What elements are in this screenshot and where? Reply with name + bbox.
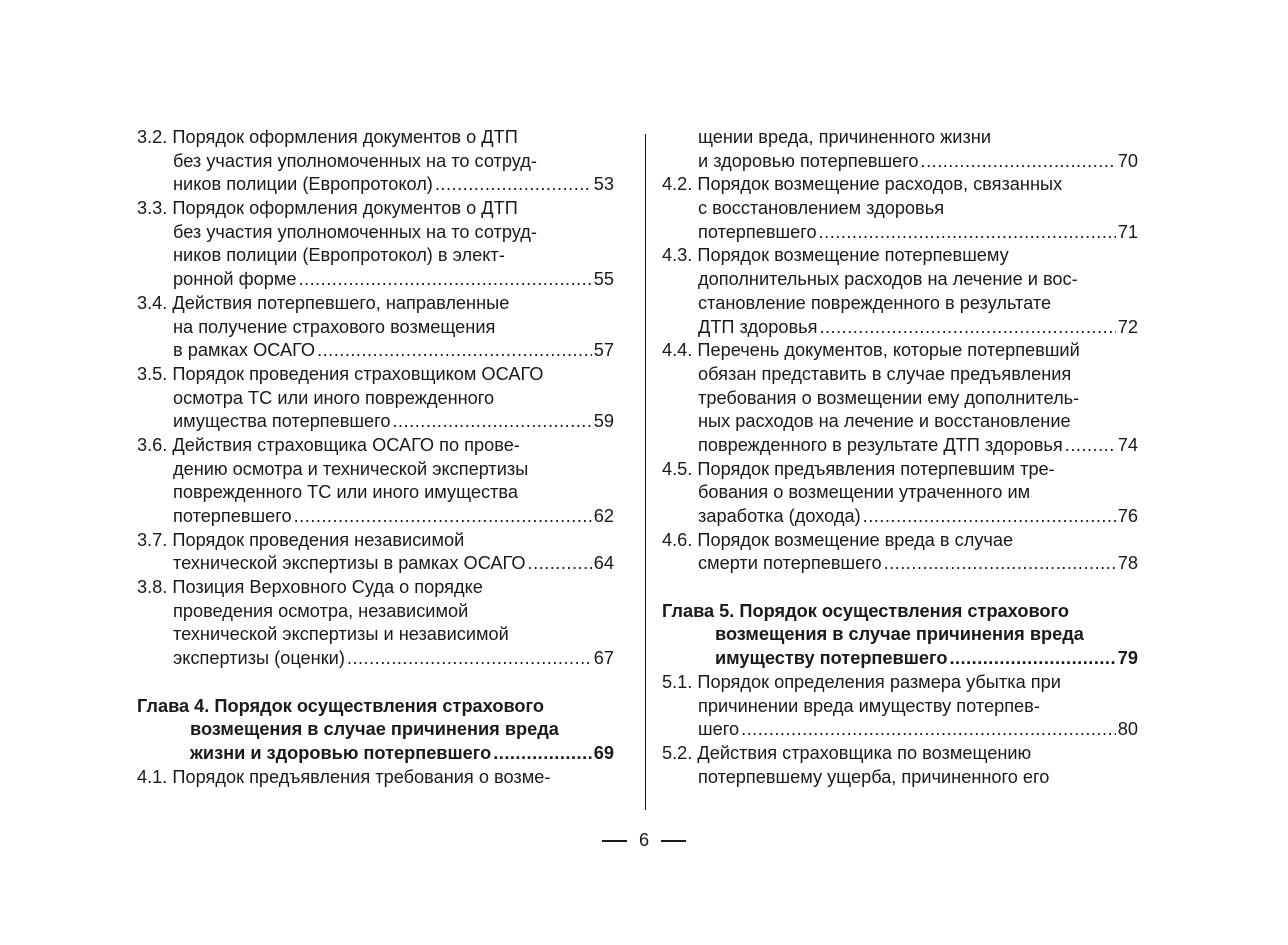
toc-entry-title: 3.6. Действия страховщика ОСАГО по прове- [137,434,520,455]
toc-chapter-line [137,718,614,742]
toc-entry-line [662,339,1138,363]
toc-dot-leader [863,505,1116,529]
page-footer [0,828,1288,852]
toc-entry-title: потерпевшему ущерба, причиненного его [698,766,1050,787]
toc-entry-title: ников полиции (Европротокол) [173,174,433,195]
toc-page-number: 74 [1117,434,1138,455]
toc-entry-line [137,197,614,221]
toc-entry-title: технической экспертизы и независимой [173,624,509,645]
toc-page-number: 79 [1117,648,1138,669]
toc-page-number: 59 [593,411,614,432]
toc-entry-title: проведения осмотра, независимой [173,600,469,621]
toc-entry-title: Глава 5. Порядок осуществления страхового [662,600,1069,621]
toc-entry-title: дению осмотра и технической экспертизы [173,458,529,479]
toc-chapter-line [137,695,614,719]
toc-entry-title: ронной форме [173,269,297,290]
toc-entry-line [662,126,1138,150]
toc-entry-line [662,552,1138,576]
toc-entry-title: 4.3. Порядок возмещение потерпевшему [662,245,1009,266]
toc-entry-line [662,505,1138,529]
footer-dash-left [602,840,627,842]
toc-entry-line [137,150,614,174]
toc-entry-title: смерти потерпевшего [698,553,882,574]
toc-page-number: 57 [593,340,614,361]
toc-entry-title: 4.6. Порядок возмещение вреда в случае [662,529,1014,550]
footer-dash-right [661,840,686,842]
toc-dot-leader [393,410,592,434]
toc-entry-line [137,292,614,316]
toc-entry-line [662,197,1138,221]
toc-dot-leader [298,268,591,292]
toc-entry-line [662,268,1138,292]
toc-entry-title: возмещения в случае причинения вреда [715,624,1084,645]
toc-entry-line [137,623,614,647]
toc-right-column [662,126,1138,789]
column-divider [645,134,646,810]
toc-entry-line [137,434,614,458]
toc-entry-line [662,316,1138,340]
toc-chapter-line [662,600,1138,624]
toc-entry-line [662,718,1138,742]
toc-dot-leader [435,173,592,197]
toc-entry-title: экспертизы (оценки) [173,648,345,669]
toc-entry-title: поврежденного в результате ДТП здоровья [698,434,1063,455]
toc-spacer [137,671,614,695]
toc-entry-line [137,268,614,292]
toc-entry-line [137,552,614,576]
toc-entry-title: без участия уполномоченных на то сотруд- [173,221,537,242]
toc-entry-title: заработка (дохода) [698,506,861,526]
toc-entry-line [137,481,614,505]
toc-entry-line [662,410,1138,434]
toc-entry-title: и здоровью потерпевшего [698,150,919,171]
toc-entry-title: 4.2. Порядок возмещение расходов, связанных [662,174,1063,195]
toc-entry-title: ных расходов на лечение и восстановление [698,411,1071,432]
toc-entry-title: щении вреда, причиненного жизни [698,127,992,147]
toc-page-number: 80 [1117,719,1138,740]
toc-chapter-line [137,742,614,766]
toc-entry-title: 3.2. Порядок оформления документов о ДТП [137,127,518,147]
toc-entry-line [662,173,1138,197]
toc-entry-title: дополнительных расходов на лечение и вос- [698,269,1078,290]
toc-dot-leader [949,647,1115,671]
toc-page-number: 78 [1117,553,1138,574]
toc-entry-title: осмотра ТС или иного поврежденного [173,387,495,408]
toc-entry-line [137,505,614,529]
toc-entry-line [137,576,614,600]
toc-entry-line [662,742,1138,766]
toc-entry-title: 5.1. Порядок определения размера убытка при [662,671,1061,692]
toc-entry-title: потерпевшего [698,221,817,242]
toc-page-number: 76 [1117,506,1138,526]
toc-entry-line [137,600,614,624]
toc-entry-line [662,458,1138,482]
toc-entry-title: жизни и здоровью потерпевшего [190,742,492,763]
toc-dot-leader [1065,434,1116,458]
toc-entry-line [662,292,1138,316]
toc-entry-line [662,244,1138,268]
toc-page-number: 67 [593,648,614,669]
toc-entry-title: в рамках ОСАГО [173,340,316,361]
toc-entry-title: причинении вреда имуществу потерпев- [698,695,1040,716]
toc-entry-title: 5.2. Действия страховщика по возмещению [662,742,1032,763]
toc-entry-line [662,387,1138,411]
toc-page-number: 70 [1117,150,1138,171]
toc-page-number: 72 [1117,316,1138,337]
toc-entry-line [137,126,614,150]
toc-page-number: 53 [593,174,614,195]
toc-dot-leader [347,647,592,671]
toc-entry-title: технической экспертизы в рамках ОСАГО [173,553,526,574]
toc-entry-title: 4.5. Порядок предъявления потерпевшим тре- [662,458,1055,479]
toc-entry-line [662,481,1138,505]
toc-entry-title: имуществу потерпевшего [715,648,948,669]
toc-dot-leader [294,505,592,529]
toc-entry-line [662,434,1138,458]
toc-entry-title: возмещения в случае причинения вреда [190,719,559,740]
toc-dot-leader [317,339,592,363]
toc-entry-title: поврежденного ТС или иного имущества [173,482,518,503]
toc-entry-line [662,671,1138,695]
toc-dot-leader [819,221,1116,245]
toc-entry-title: ДТП здоровья [698,316,818,337]
toc-page-number: 64 [593,553,614,574]
toc-entry-line [137,339,614,363]
toc-entry-title: бования о возмещении утраченного им [698,482,1031,503]
toc-dot-leader [528,552,592,576]
toc-entry-title: без участия уполномоченных на то сотруд- [173,150,537,171]
toc-entry-title: обязан представить в случае предъявления [698,363,1072,384]
toc-entry-title: требования о возмещении ему дополнитель- [698,387,1080,408]
toc-entry-title: ников полиции (Европротокол) в элект- [173,245,505,266]
toc-entry-line [662,150,1138,174]
toc-entry-line [137,173,614,197]
page-number: 6 [638,830,650,850]
toc-spacer [662,576,1138,600]
toc-entry-title: имущества потерпевшего [173,411,391,432]
toc-page-number: 71 [1117,221,1138,242]
toc-entry-line [662,221,1138,245]
toc-entry-line [662,529,1138,553]
toc-entry-title: 3.7. Порядок проведения независимой [137,529,465,550]
toc-dot-leader [921,150,1116,174]
toc-entry-line [662,695,1138,719]
toc-entry-line [662,766,1138,790]
toc-dot-leader [884,552,1116,576]
toc-entry-title: с восстановлением здоровья [698,198,945,219]
toc-entry-title: 3.4. Действия потерпевшего, направленные [137,292,510,313]
toc-entry-line [662,363,1138,387]
toc-entry-line [137,410,614,434]
toc-page-number: 62 [593,506,614,526]
toc-entry-line [137,363,614,387]
toc-page-number: 69 [593,742,614,763]
toc-dot-leader [741,718,1116,742]
toc-chapter-line [662,623,1138,647]
toc-entry-title: 4.1. Порядок предъявления требования о возме- [137,766,551,787]
toc-entry-line [137,766,614,790]
toc-entry-line [137,316,614,340]
toc-dot-leader [819,316,1115,340]
toc-entry-title: становление поврежденного в результате [698,292,1052,313]
toc-chapter-line [662,647,1138,671]
toc-entry-title: 4.4. Перечень документов, которые потерпевший [662,340,1080,361]
toc-entry-line [137,458,614,482]
toc-entry-title: шего [698,719,740,740]
toc-entry-line [137,244,614,268]
toc-entry-title: 3.3. Порядок оформления документов о ДТП [137,198,518,219]
toc-entry-title: на получение страхового возмещения [173,316,496,337]
toc-entry-title: Глава 4. Порядок осуществления страхового [137,695,544,716]
toc-entry-title: потерпевшего [173,506,292,526]
toc-entry-line [137,529,614,553]
toc-dot-leader [493,742,592,766]
toc-entry-line [137,647,614,671]
toc-entry-title: 3.5. Порядок проведения страховщиком ОСАГО [137,363,544,384]
toc-entry-line [137,387,614,411]
toc-page-number: 55 [593,269,614,290]
toc-entry-line [137,221,614,245]
toc-left-column [137,126,614,789]
toc-entry-title: 3.8. Позиция Верховного Суда о порядке [137,577,483,598]
